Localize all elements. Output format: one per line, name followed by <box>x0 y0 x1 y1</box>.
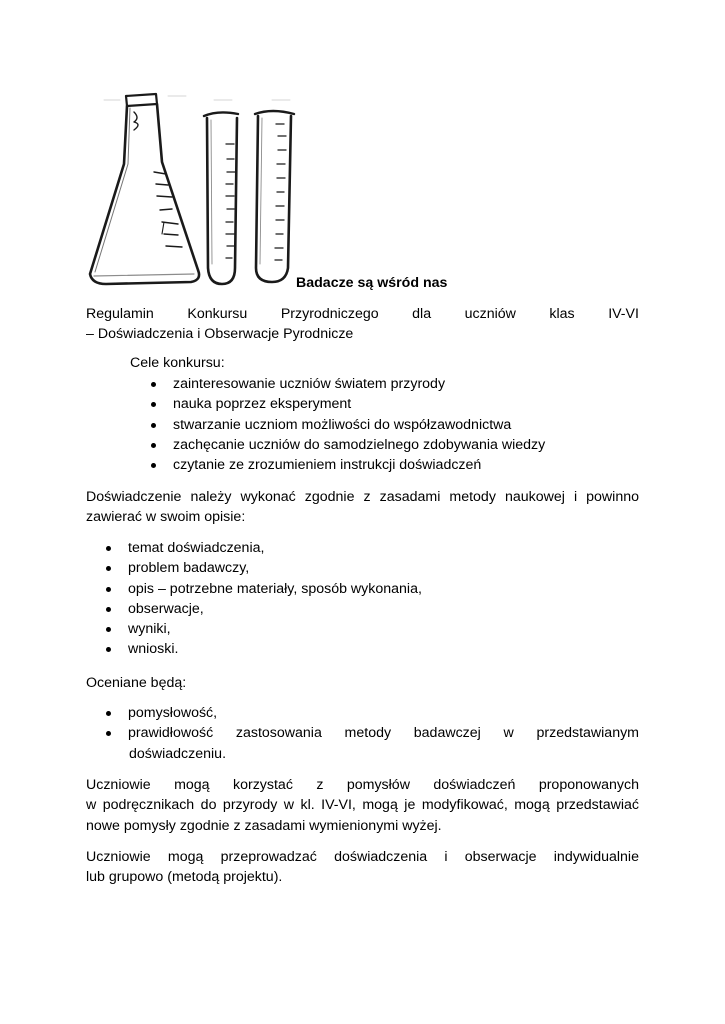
word: korzystać <box>233 777 293 793</box>
test-tube-icon <box>255 111 294 282</box>
list-item-text: czytanie ze zrozumieniem instrukcji doświadczeń <box>173 457 482 474</box>
bullet-icon <box>106 731 111 736</box>
bullet-icon <box>106 587 111 592</box>
word: i <box>444 849 448 865</box>
list-item-text: problem badawczy, <box>128 560 250 577</box>
bullet-icon <box>106 711 111 716</box>
list-item <box>104 703 639 723</box>
word: pomysłów <box>346 777 410 793</box>
conduct-line2: lub grupowo (metodą projektu). <box>86 869 283 886</box>
word: dla <box>412 306 432 322</box>
experiment-line1: Doświadczenie należy wykonać zgodnie z zasadami metody naukowej i powinno <box>86 489 639 505</box>
list-item-text: zainteresowanie uczniów światem przyrody <box>173 376 446 392</box>
list-item <box>148 415 545 435</box>
list-item <box>148 455 545 475</box>
ideas-line2: w podręcznikach do przyrody w kl. IV-VI, mogą je modyfikować, mogą przedstawiać <box>86 797 639 814</box>
conduct-paragraph <box>86 847 639 888</box>
list-item-continuation <box>104 744 639 764</box>
list-item <box>104 619 422 639</box>
experiment-line2: zawierać w swoim opisie: <box>86 509 246 526</box>
list-item-text-line1 <box>128 723 639 743</box>
ideas-paragraph <box>86 775 639 836</box>
list-item <box>104 639 422 659</box>
list-item-text: stwarzanie uczniom możliwości do współzawodnictwa <box>173 416 512 433</box>
word: Przyrodniczego <box>280 306 379 322</box>
word: klas <box>549 306 575 322</box>
experiment-elements-list <box>104 538 422 660</box>
ideas-line1 <box>86 775 639 795</box>
list-item-text: temat doświadczenia, <box>128 540 265 556</box>
bullet-icon <box>106 566 111 571</box>
list-item <box>104 538 422 558</box>
bullet-icon <box>106 546 111 551</box>
goals-label: Cele konkursu: <box>130 355 225 371</box>
list-item-text: wyniki, <box>128 621 171 638</box>
ideas-line3: nowe pomysły zgodnie z zasadami wymienionymi wyżej. <box>86 817 442 834</box>
word: Regulamin <box>86 306 154 322</box>
list-item <box>148 394 545 414</box>
word: uczniów <box>464 306 516 322</box>
list-item <box>148 374 545 394</box>
list-item <box>104 723 639 743</box>
erlenmeyer-flask-icon <box>90 94 199 284</box>
list-item <box>104 558 422 578</box>
word: w <box>503 725 514 742</box>
word: proponowanych <box>538 777 639 793</box>
word: mogą <box>174 777 210 793</box>
word: prawidłowość <box>128 725 214 742</box>
word: doświadczenia <box>334 849 428 865</box>
word: przeprowadzać <box>220 849 317 865</box>
bullet-icon <box>106 627 111 632</box>
word: doświadczeń <box>433 777 516 793</box>
word: przedstawianym <box>536 725 639 742</box>
word: badawczej <box>413 725 481 742</box>
lab-glassware-illustration <box>86 84 308 290</box>
list-item-text-line2: doświadczeniu. <box>129 745 227 762</box>
list-item <box>148 435 545 455</box>
experiment-paragraph <box>86 487 639 528</box>
bullet-icon <box>151 423 156 428</box>
list-item-text: zachęcanie uczniów do samodzielnego zdobywania wiedzy <box>173 436 546 453</box>
bullet-icon <box>151 402 156 407</box>
word: z <box>316 777 324 793</box>
list-item <box>104 579 422 599</box>
conduct-line1 <box>86 847 639 867</box>
list-item-text: opis – potrzebne materiały, sposób wykonania, <box>128 580 422 597</box>
word: Uczniowie <box>86 849 151 865</box>
list-item-text: wnioski. <box>128 641 179 658</box>
bullet-icon <box>151 463 156 468</box>
page-title: Badacze są wśród nas <box>296 275 448 291</box>
word: indywidualnie <box>553 849 639 865</box>
word: mogą <box>167 849 204 865</box>
goals-list <box>148 374 545 475</box>
list-item-text: pomysłowość, <box>128 705 218 721</box>
word: zastosowania <box>235 725 322 742</box>
regulations-heading <box>86 304 639 345</box>
bullet-icon <box>151 382 156 387</box>
list-item-text: nauka poprzez eksperyment <box>173 396 352 413</box>
word: Konkursu <box>187 306 248 322</box>
word: Uczniowie <box>86 777 151 793</box>
list-item-text: obserwacje, <box>128 600 204 617</box>
evaluation-list <box>104 703 639 764</box>
evaluation-label: Oceniane będą: <box>86 675 187 691</box>
regulations-heading-line1 <box>86 304 639 324</box>
bullet-icon <box>151 443 156 448</box>
bullet-icon <box>106 607 111 612</box>
word: IV-VI <box>608 306 639 322</box>
regulations-heading-line2: – Doświadczenia i Obserwacje Pyrodnicze <box>86 326 354 343</box>
word: obserwacje <box>464 849 537 865</box>
list-item <box>104 599 422 619</box>
bullet-icon <box>106 647 111 652</box>
word: metody <box>344 725 392 742</box>
test-tube-icon <box>204 112 238 284</box>
